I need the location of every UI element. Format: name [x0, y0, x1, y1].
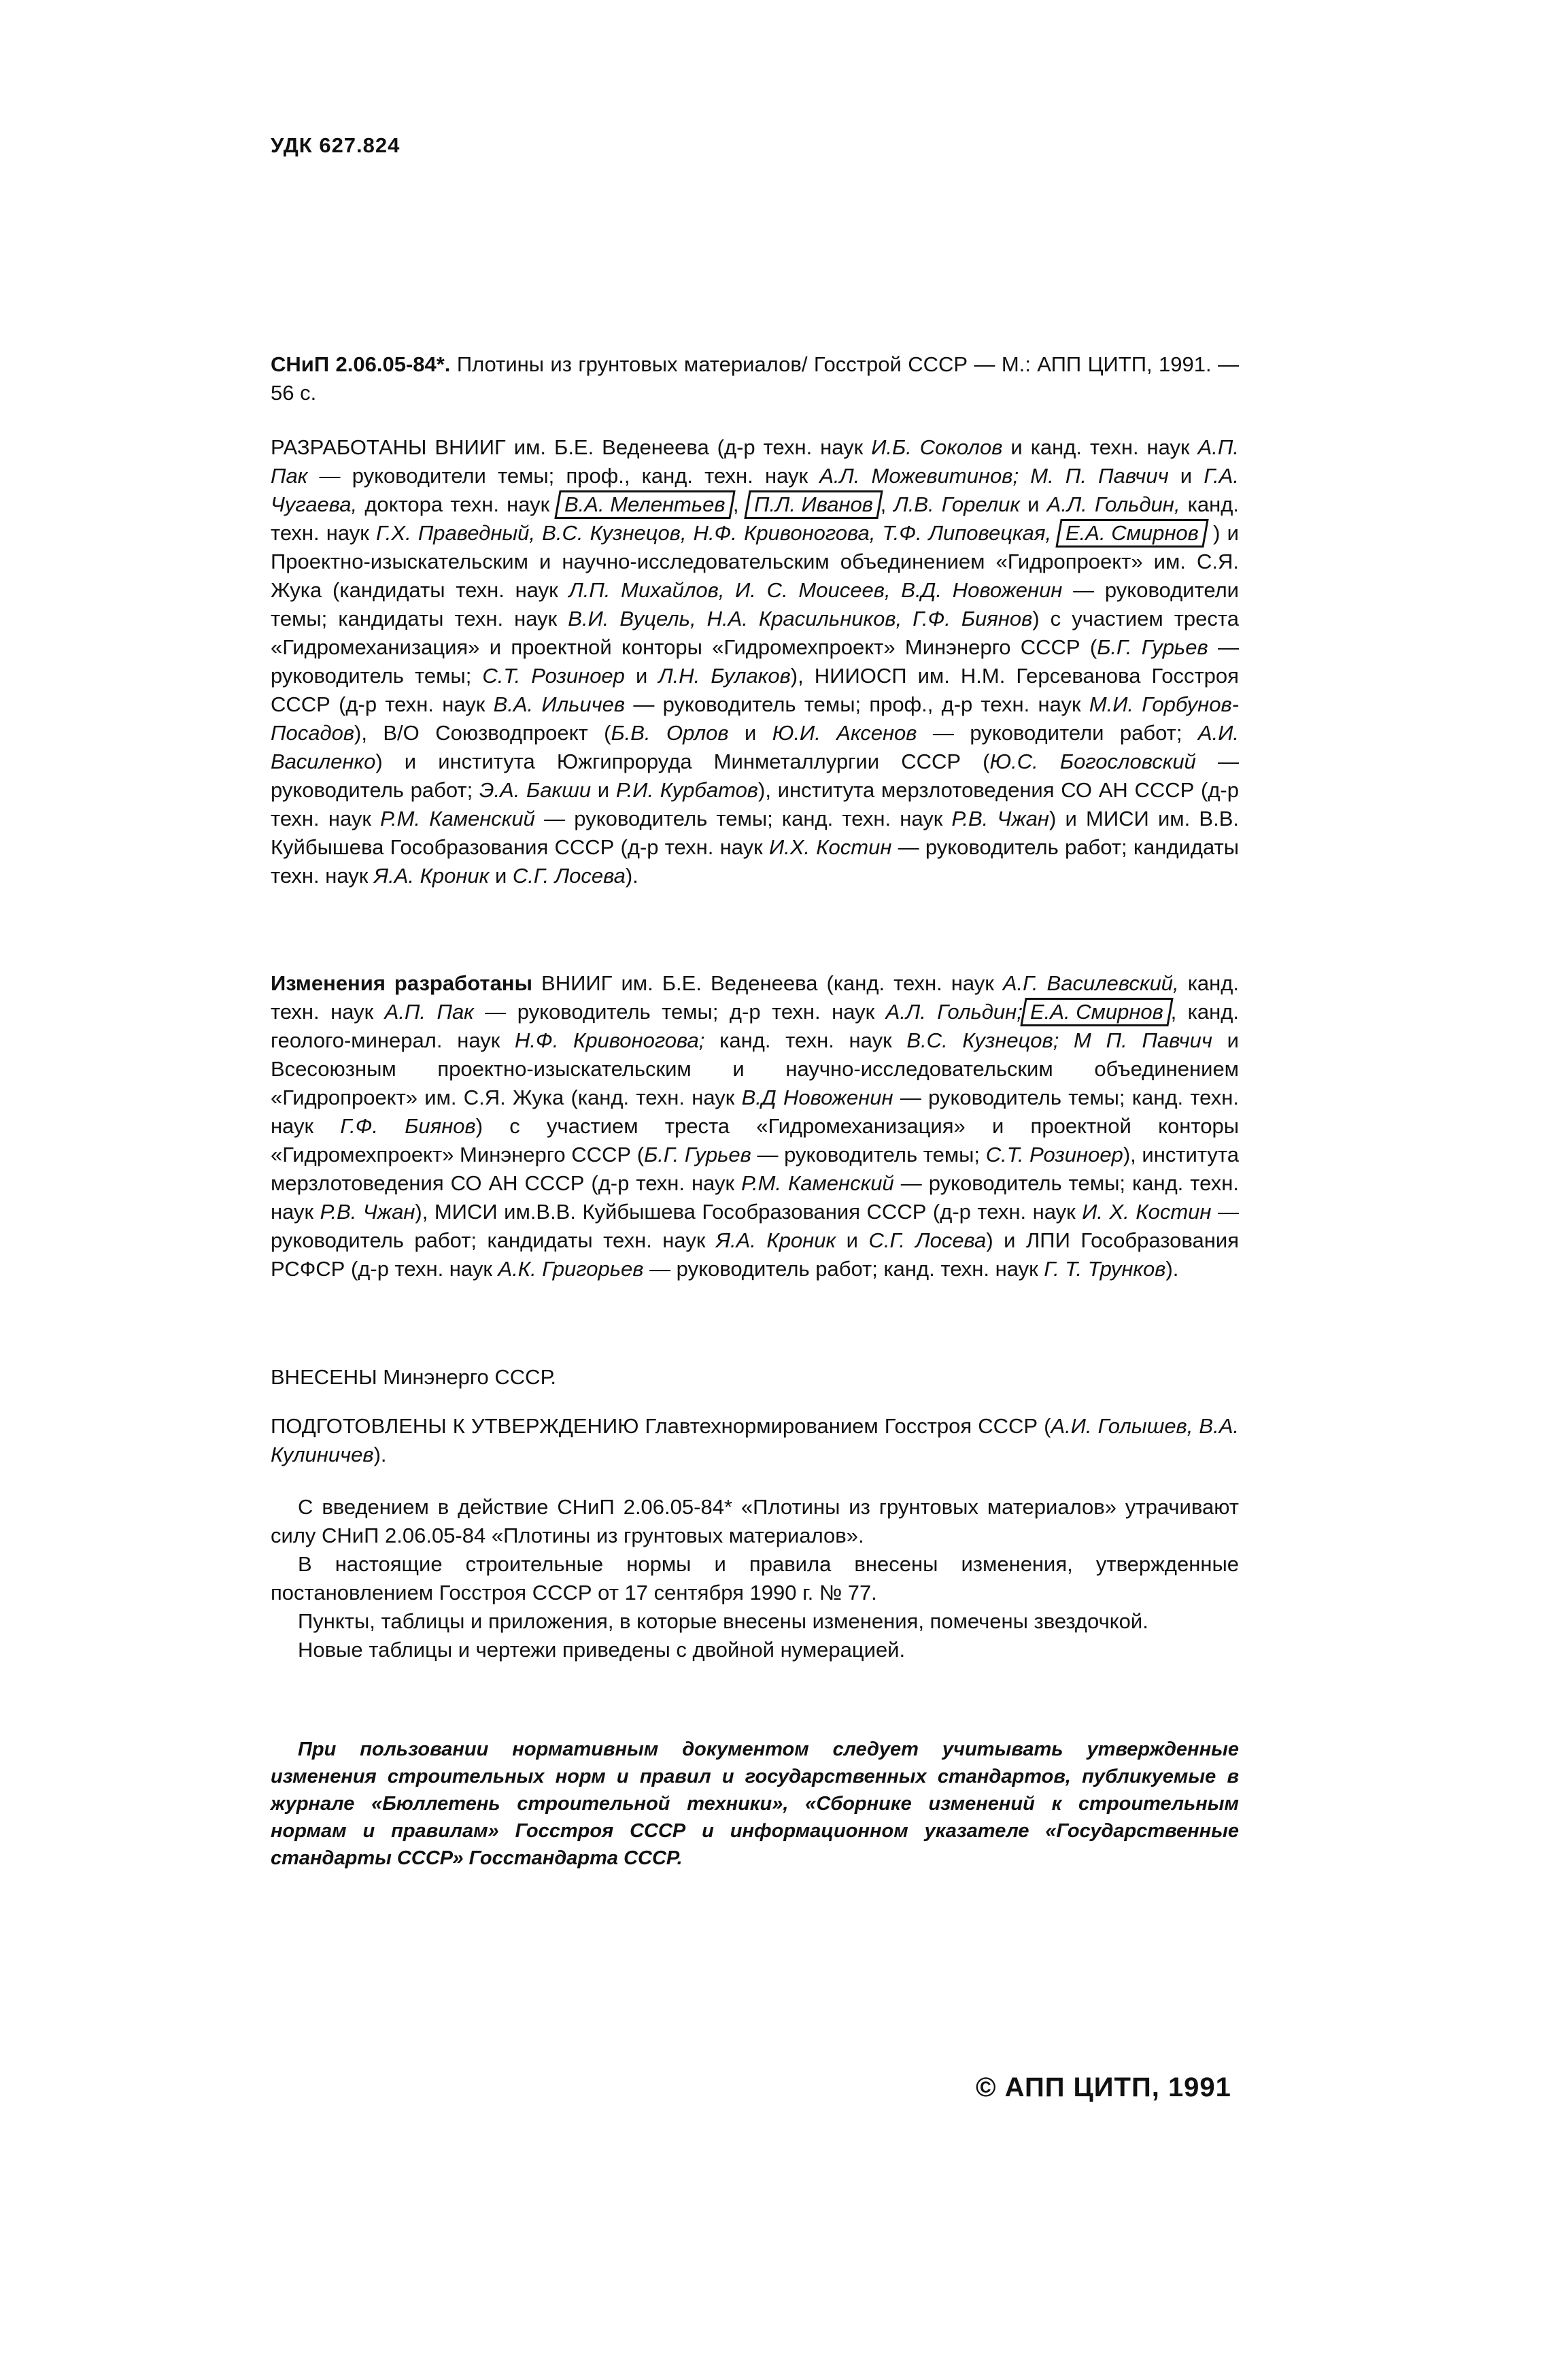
text-run: — руководитель темы; канд. техн. наук: [271, 1086, 1239, 1138]
person-name: А.И. Василенко: [271, 721, 1239, 773]
text-run: ).: [373, 1443, 387, 1466]
text-run: и: [1027, 492, 1040, 516]
boxed-name: П.Л. Иванов: [753, 492, 873, 516]
text-run: — руководитель работ;: [271, 750, 1239, 802]
text-run: — руководитель темы;: [757, 1143, 981, 1166]
text-run: ВНИИГ им. Б.Е. Веденеева (д-р техн. наук: [434, 435, 864, 459]
person-name: М.И. Горбунов-Посадов: [271, 692, 1239, 745]
text-run: ).: [625, 864, 638, 888]
prepared-by: [271, 1412, 1239, 1469]
text-run: ВНИИГ им. Б.Е. Веденеева (канд. техн. наук: [541, 971, 994, 995]
person-name: А.П. Пак: [384, 1000, 474, 1024]
memorial-name-box: [1056, 519, 1209, 548]
snip-code: СНиП 2.06.05-84*.: [271, 352, 451, 376]
person-name: Г.А. Чугаева,: [271, 464, 1239, 516]
person-name: Я.А. Кроник: [373, 864, 490, 888]
text-run: ), МИСИ им.В.В. Куйбышева Гособразования СССР (д-р техн. наук: [415, 1200, 1076, 1224]
intro-paragraph: В настоящие строительные нормы и правила внесены изменения, утвержденные постановлением Госстроя СССР от 17 сентября 1990 г. № 77.: [271, 1552, 1239, 1604]
text-run: канд. техн. наук: [271, 971, 1239, 1024]
person-name: В.Д Новоженин: [741, 1086, 893, 1109]
person-name: И.Б. Соколов: [871, 435, 1003, 459]
person-name: Б.В. Орлов: [611, 721, 729, 745]
prepared-text: [271, 1412, 1239, 1469]
person-name: А.Г. Василевский,: [1002, 971, 1179, 995]
person-name: И. Х. Костин: [1082, 1200, 1212, 1224]
person-name: Р.М. Каменский: [741, 1171, 894, 1195]
person-name: В.И. Вуцель, Н.А. Красильников, Г.Ф. Биянов: [568, 607, 1033, 631]
person-name: Э.А. Бакши: [479, 778, 592, 802]
person-name: В.С. Кузнецов; М П. Павчич: [906, 1028, 1212, 1052]
text-run: и: [494, 864, 507, 888]
intro-paragraph: Пункты, таблицы и приложения, в которые внесены изменения, помечены звездочкой.: [298, 1609, 1148, 1633]
text-run: — руководители работ;: [932, 721, 1182, 745]
text-run: ), института мерзлотоведения СО АН СССР (д-р техн. наук: [271, 778, 1239, 830]
text-run: ,: [732, 492, 739, 516]
boxed-name: Е.А. Смирнов: [1029, 1000, 1163, 1024]
person-name: Л.Н. Булаков: [658, 664, 791, 688]
text-run: — руководители темы; кандидаты техн. наук: [271, 578, 1239, 631]
person-name: Г. Т. Трунков: [1044, 1257, 1166, 1281]
person-name: Р.М. Каменский: [380, 807, 535, 830]
text-run: и: [1180, 464, 1193, 488]
introduced-by: [271, 1363, 1239, 1392]
text-run: и канд. техн. наук: [1010, 435, 1190, 459]
text-run: ,: [880, 492, 887, 516]
text-run: ) и ЛПИ Гособразования РСФСР (д-р техн. наук: [271, 1228, 1239, 1281]
developed-lead: РАЗРАБОТАНЫ: [271, 435, 427, 459]
text-run: и: [744, 721, 757, 745]
person-name: С.Т. Розиноер: [985, 1143, 1123, 1166]
text-run: — руководитель темы; проф., д-р техн. наук: [633, 692, 1081, 716]
person-name: И.Х. Костин: [768, 835, 892, 859]
text-run: — руководитель темы; д-р техн. наук: [485, 1000, 875, 1024]
text-run: ), института мерзлотоведения СО АН СССР (д-р техн. наук: [271, 1143, 1239, 1195]
person-name: Л.П. Михайлов, И. С. Моисеев, В.Д. Новоженин: [568, 578, 1063, 602]
text-run: — руководитель работ; канд. техн. наук: [649, 1257, 1038, 1281]
developers-text: [271, 433, 1239, 890]
person-name: Б.Г. Гурьев: [644, 1143, 751, 1166]
intro-paragraph: Новые таблицы и чертежи приведены с двойной нумерацией.: [298, 1638, 906, 1662]
person-name: Б.Г. Гурьев: [1097, 635, 1208, 659]
text-run: канд. техн. наук: [271, 492, 1239, 545]
text-run: ).: [1165, 1257, 1179, 1281]
text-run: — руководитель работ; кандидаты техн. наук: [271, 835, 1239, 888]
changes-text: [271, 969, 1239, 1283]
usage-note: [271, 1736, 1239, 1872]
person-name: С.Г. Лосева: [512, 864, 626, 888]
introduction-notes: [271, 1493, 1239, 1664]
udk-code: УДК 627.824: [271, 133, 400, 157]
text-run: и: [846, 1228, 858, 1252]
bibliographic-rest: Плотины из грунтовых материалов/ Госстрой СССР — М.: АПП ЦИТП, 1991. — 56 с.: [271, 352, 1239, 405]
text-run: ), НИИОСП им. Н.М. Герсеванова Госстроя СССР (д-р техн. наук: [271, 664, 1239, 716]
text-run: ПОДГОТОВЛЕНЫ К УТВЕРЖДЕНИЮ Главтехнормированием Госстроя СССР (: [271, 1414, 1051, 1438]
text-run: , канд. геолого-минерал. наук: [271, 1000, 1239, 1052]
person-name: А.Л. Гольдин,: [1046, 492, 1180, 516]
memorial-name-box: [555, 490, 736, 519]
boxed-name: Е.А. Смирнов: [1066, 521, 1199, 545]
person-name: А.И. Голышев, В.А. Кулиничев: [271, 1414, 1239, 1466]
text-run: канд. техн. наук: [719, 1028, 892, 1052]
person-name: А.П. Пак: [271, 435, 1239, 488]
bibliographic-text: [271, 350, 1239, 407]
person-name: Ю.И. Аксенов: [772, 721, 917, 745]
text-run: доктора техн. наук: [364, 492, 550, 516]
developers-paragraph: [271, 433, 1239, 890]
text-run: ) с участием треста «Гидромеханизация» и проектной конторы «Гидромехпроект» Минэнерго СССР (: [271, 1114, 1240, 1166]
changes-lead: Изменения разработаны: [271, 971, 533, 995]
person-name: А.Л. Гольдин;: [885, 1000, 1023, 1024]
person-name: Я.А. Кроник: [715, 1228, 836, 1252]
text-run: — руководители темы; проф., канд. техн. наук: [319, 464, 808, 488]
copyright: © АПП ЦИТП, 1991: [976, 2072, 1231, 2102]
person-name: А.Л. Можевитинов; М. П. Павчич: [819, 464, 1169, 488]
person-name: Н.Ф. Кривоногова;: [515, 1028, 705, 1052]
person-name: А.К. Григорьев: [498, 1257, 644, 1281]
person-name: Р.В. Чжан: [951, 807, 1049, 830]
boxed-name: В.А. Мелентьев: [564, 492, 726, 516]
person-name: С.Т. Розиноер: [482, 664, 625, 688]
person-name: С.Г. Лосева: [868, 1228, 987, 1252]
text-run: ) и МИСИ им. В.В. Куйбышева Гособразования СССР (д-р техн. наук: [271, 807, 1239, 859]
changes-paragraph: [271, 969, 1239, 1283]
person-name: Г.Ф. Биянов: [340, 1114, 476, 1138]
person-name: Р.В. Чжан: [320, 1200, 415, 1224]
text-run: — руководитель темы;: [271, 635, 1239, 688]
text-run: — руководитель темы; канд. техн. наук: [544, 807, 943, 830]
text-run: ) с участием треста «Гидромеханизация» и проектной конторы «Гидромехпроект» Минэнерго СССР (: [271, 607, 1239, 659]
person-name: Л.В. Горелик: [893, 492, 1020, 516]
text-run: и: [636, 664, 648, 688]
text-run: и: [597, 778, 610, 802]
text-run: — руководитель работ; кандидаты техн. наук: [271, 1200, 1239, 1252]
person-name: В.А. Ильичев: [493, 692, 626, 716]
person-name: Г.Х. Праведный, В.С. Кузнецов, Н.Ф. Кривоногова, Т.Ф. Липовецкая,: [376, 521, 1052, 545]
text-run: ), В/О Союзводпроект (: [354, 721, 611, 745]
text-run: ) и Проектно-изыскательским и научно-исследовательским объединением «Гидропроект» им. С.Я. Жука (кандидаты техн. наук: [271, 521, 1239, 602]
text-run: ) и института Южгипроруда Минметаллургии СССР (: [375, 750, 990, 773]
person-name: Р.И. Курбатов: [615, 778, 758, 802]
text-run: и Всесоюзным проектно-изыскательским и научно-исследовательским объединением «Гидропроект» им. С.Я. Жука (канд. техн. наук: [271, 1028, 1239, 1109]
usage-note-text: При пользовании нормативным документом следует учитывать утвержденные изменения строительных норм и правил и государственных стандартов, публикуемые в журнале «Бюллетень строительной техники», «Сборнике изменений к строительным нормам и правилам» Госстроя СССР и информационном указателе «Государственные стандарты СССР» Госстандарта СССР.: [271, 1738, 1239, 1869]
introduced-text: ВНЕСЕНЫ Минэнерго СССР.: [271, 1365, 556, 1389]
person-name: Ю.С. Богословский: [989, 750, 1196, 773]
memorial-name-box: [744, 490, 883, 519]
intro-paragraph: С введением в действие СНиП 2.06.05-84* «Плотины из грунтовых материалов» утрачивают силу СНиП 2.06.05-84 «Плотины из грунтовых материалов».: [271, 1495, 1239, 1547]
bibliographic-record: [271, 350, 1239, 407]
text-run: — руководитель темы; канд. техн. наук: [271, 1171, 1239, 1224]
memorial-name-box: [1020, 998, 1173, 1026]
